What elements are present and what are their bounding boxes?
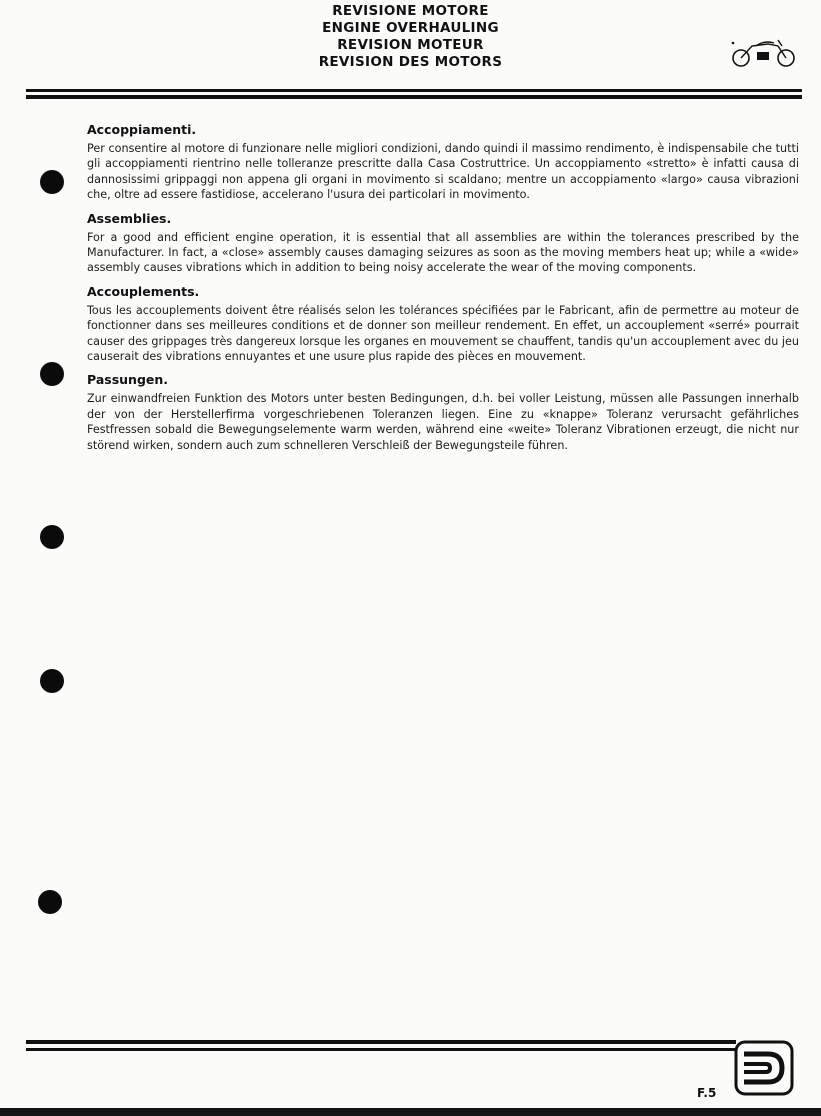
motorcycle-icon <box>728 34 798 68</box>
binder-hole <box>40 669 64 693</box>
header-rule <box>26 89 802 101</box>
section-italian <box>87 122 799 203</box>
section-german <box>87 372 799 453</box>
title-german: REVISION DES MOTORS <box>318 54 503 70</box>
section-text: Per consentire al motore di funzionare nelle migliori condizioni, dando quindi il massimo rendimento, è indispensabile che tutti gli accoppiamenti rientrino nelle tolleranze prescritte dalla Casa Costruttrice. Un accoppiamento «stretto» è infatti causa di dannosissimi grippaggi non appena gli organi in movimento si scaldano; mentre un accoppiamento «largo» causa vibrazioni che, oltre ad essere fastidiose, accelerano l'usura dei particolari in movimento. <box>87 142 799 202</box>
section-english <box>87 211 799 276</box>
binder-hole <box>40 362 64 386</box>
page-title-block <box>0 3 821 71</box>
title-french: REVISION MOTEUR <box>337 37 484 53</box>
section-heading: Accoppiamenti. <box>87 122 197 137</box>
section-heading: Passungen. <box>87 372 169 388</box>
section-heading: Accouplements. <box>87 283 200 299</box>
page-bottom-edge <box>0 1108 821 1116</box>
page-number: F.5 <box>697 1086 717 1100</box>
section-french <box>87 284 799 365</box>
title-english: ENGINE OVERHAULING <box>322 20 499 36</box>
footer-rule <box>26 1040 736 1052</box>
main-content <box>87 122 799 461</box>
title-italian: REVISIONE MOTORE <box>332 3 489 19</box>
section-text: Tous les accouplements doivent être réalisés selon les tolérances spécifiées par le Fabricant, afin de permettre au moteur de fonctionner dans ses meilleures conditions et de donner son meilleur rendement. En effet, un accouplement «serré» pourrait causer des grippages très dangereux lorsque les organes en mouvement se chauffent, tandis qu'un accouplement avec du jeu causerait des vibrations ennuyantes et une usure plus rapide des pièces en mouvement. <box>87 303 799 364</box>
brand-logo-icon <box>734 1040 794 1096</box>
section-text: Zur einwandfreien Funktion des Motors unter besten Bedingungen, d.h. bei voller Leistung, müssen alle Passungen innerhalb der von der Herstellerfirma vorgeschriebenen Toleranzen liegen. Eine zu «knappe» Toleranz verursacht gefährliches Festfressen sobald die Bewegungselemente warm werden, während eine «weite» Toleranz Vibrationen erzeugt, die nicht nur störend wirken, sondern auch zum schnelleren Verschleiß der Bewegungsteile führen. <box>87 392 799 452</box>
section-text: For a good and efficient engine operation, it is essential that all assemblies are within the tolerances prescribed by the Manufacturer. In fact, a «close» assembly causes damaging seizures as soon as the moving members heat up; while a «wide» assembly causes vibrations which in addition to being noisy accelerate the wear of the moving components. <box>87 230 799 275</box>
binder-hole <box>38 890 62 914</box>
binder-hole <box>40 170 64 194</box>
binder-hole <box>40 525 64 549</box>
section-heading: Assemblies. <box>87 210 172 226</box>
